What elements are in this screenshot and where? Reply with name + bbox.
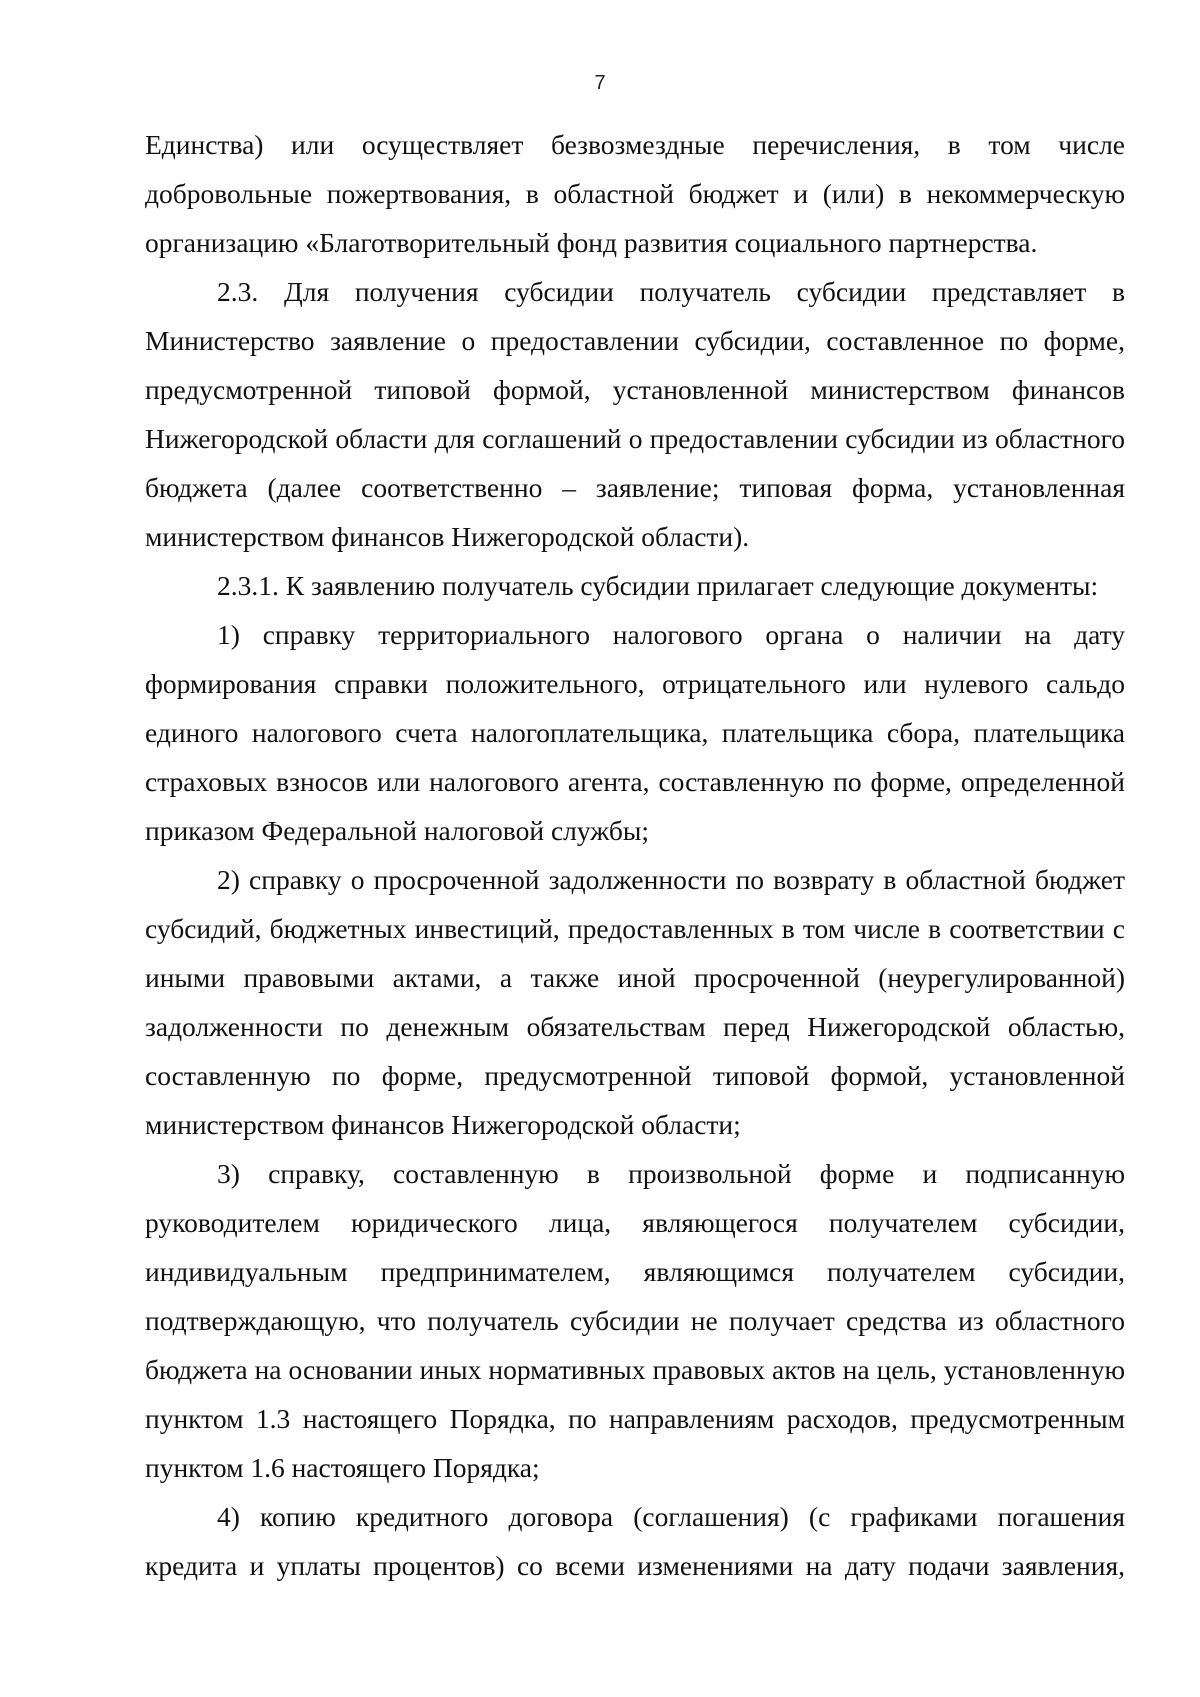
paragraph-continuation: Единства) или осуществляет безвозмездные перечисления, в том числе добровольные пожертвования, в областной бюджет и (или) в некоммерческую организацию «Благотворительный фонд развития социального партнерства. — [145, 129, 1125, 258]
paragraph-item-2: 2) справку о просроченной задолженности по возврату в областной бюджет субсидий, бюджетных инвестиций, предоставленных в том числе в соответствии с иными правовыми актами, а также иной просроченной (неурегулированной) задолженности по денежным обязательствам перед Нижегородской областью, составленную по форме, предусмотренной типовой формой, установленной министерством финансов Нижегородской области; — [145, 864, 1125, 1140]
paragraph-item-3: 3) справку, составленную в произвольной форме и подписанную руководителем юридического лица, являющегося получателем субсидии, индивидуальным предпринимателем, являющимся получателем субсидии, подтверждающую, что получатель субсидии не получает средства из областного бюджета на основании иных нормативных правовых актов на цель, установленную пунктом 1.3 настоящего Порядка, по направлениям расходов, предусмотренным пунктом 1.6 настоящего Порядка; — [145, 1158, 1125, 1483]
paragraph-clause-2-3: 2.3. Для получения субсидии получатель субсидии представляет в Министерство заявление о предоставлении субсидии, составленное по форме, предусмотренной типовой формой, установленной министерством финансов Нижегородской области для соглашений о предоставлении субсидии из областного бюджета (далее соответственно – заявление; типовая форма, установленная министерством финансов Нижегородской области). — [145, 276, 1125, 552]
document-body — [145, 120, 1125, 1590]
page-number: 7 — [594, 72, 606, 94]
paragraph-clause-2-3-1: 2.3.1. К заявлению получатель субсидии прилагает следующие документы: — [217, 570, 1099, 601]
paragraph-item-4: 4) копию кредитного договора (соглашения) (с графиками погашения кредита и уплаты процентов) со всеми изменениями на дату подачи заявления, — [145, 1501, 1125, 1581]
paragraph-item-1: 1) справку территориального налогового органа о наличии на дату формирования справки положительного, отрицательного или нулевого сальдо единого налогового счета налогоплательщика, плательщика сбора, плательщика страховых взносов или налогового агента, составленную по форме, определенной приказом Федеральной налоговой службы; — [145, 619, 1125, 846]
